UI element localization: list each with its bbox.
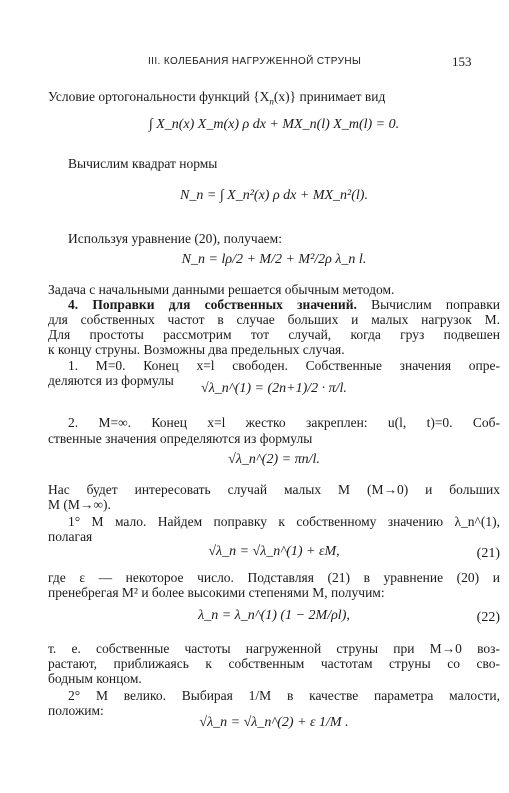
formula-orthogonality: ∫ X_n(x) X_m(x) ρ dx + MX_n(l) X_m(l) = 0. xyxy=(148,117,400,132)
formula-fixed-end: √λ_n^(2) = πn/l. xyxy=(228,452,320,467)
text-line: к концу струны. Возможны два предельных случая. xyxy=(48,342,345,357)
page-header xyxy=(0,56,509,72)
text-line: т. е. собственные частоты нагруженной струны при M→0 воз- xyxy=(48,641,500,656)
text-line: положим: xyxy=(48,703,104,718)
text-line: Условие ортогональности функций $\{X_n(x)\}$ принимает вид xyxy=(48,89,386,107)
text-line: 1. M=0. Конец x=l свободен. Собственные значения опре- xyxy=(68,358,500,373)
text-line: 2. M=∞. Конец x=l жестко закреплен: u(l, t)=0. Соб- xyxy=(68,415,500,430)
formula-large-m: √λ_n = √λ_n^(2) + ε 1/M . xyxy=(199,715,349,730)
formula-22: λ_n = λ_n^(1) (1 − 2M/ρl), xyxy=(198,608,350,623)
text-line: деляются из формулы xyxy=(48,373,174,388)
text-line: для собственных частот в случае больших и малых нагрузок M. xyxy=(48,312,500,327)
running-title: III. КОЛЕБАНИЯ НАГРУЖЕННОЙ СТРУНЫ xyxy=(148,56,362,67)
equation-number: (22) xyxy=(476,610,500,625)
section-heading-line: 4. Поправки для собственных значений. Вычислим поправки xyxy=(68,297,500,312)
formula-norm-result: N_n = lρ/2 + M/2 + M²/2ρ λ_n l. xyxy=(181,252,367,267)
text-line: где ε — некоторое число. Подставляя (21) в уравнение (20) и xyxy=(48,570,500,585)
text-line: ственные значения определяются из формулы xyxy=(48,431,313,446)
text-line: Вычислим квадрат нормы xyxy=(68,156,218,171)
page-number: 153 xyxy=(452,54,472,69)
text-line: пренебрегая M² и более высокими степенями M, получим: xyxy=(48,585,385,600)
text-line: Используя уравнение (20), получаем: xyxy=(68,231,282,246)
equation-number: (21) xyxy=(476,546,500,561)
text-line: полагая xyxy=(48,529,93,544)
formula-free-end: √λ_n^(1) = (2n+1)/2 · π/l. xyxy=(201,381,347,396)
formula-norm: N_n = ∫ X_n²(x) ρ dx + MX_n²(l). xyxy=(180,188,368,203)
text-line: Для простоты рассмотрим тот случай, когда груз подвешен xyxy=(48,327,500,342)
text-line: Задача с начальными данными решается обычным методом. xyxy=(48,282,395,297)
section-heading: 4. Поправки для собственных значений. xyxy=(68,297,357,312)
text-line: растают, приближаясь к собственным частотам струны со сво- xyxy=(48,656,500,671)
text-line: 2° M велико. Выбирая 1/M в качестве параметра малости, xyxy=(68,688,500,703)
text-line: бодным концом. xyxy=(48,671,142,686)
formula-21: √λ_n = √λ_n^(1) + εM, xyxy=(208,544,340,559)
text-line: 1° M мало. Найдем поправку к собственному значению λ_n^(1), xyxy=(68,514,500,529)
text-line: M (M→∞). xyxy=(48,497,111,512)
text-line: Нас будет интересовать случай малых M (M→0) и больших xyxy=(48,482,500,497)
